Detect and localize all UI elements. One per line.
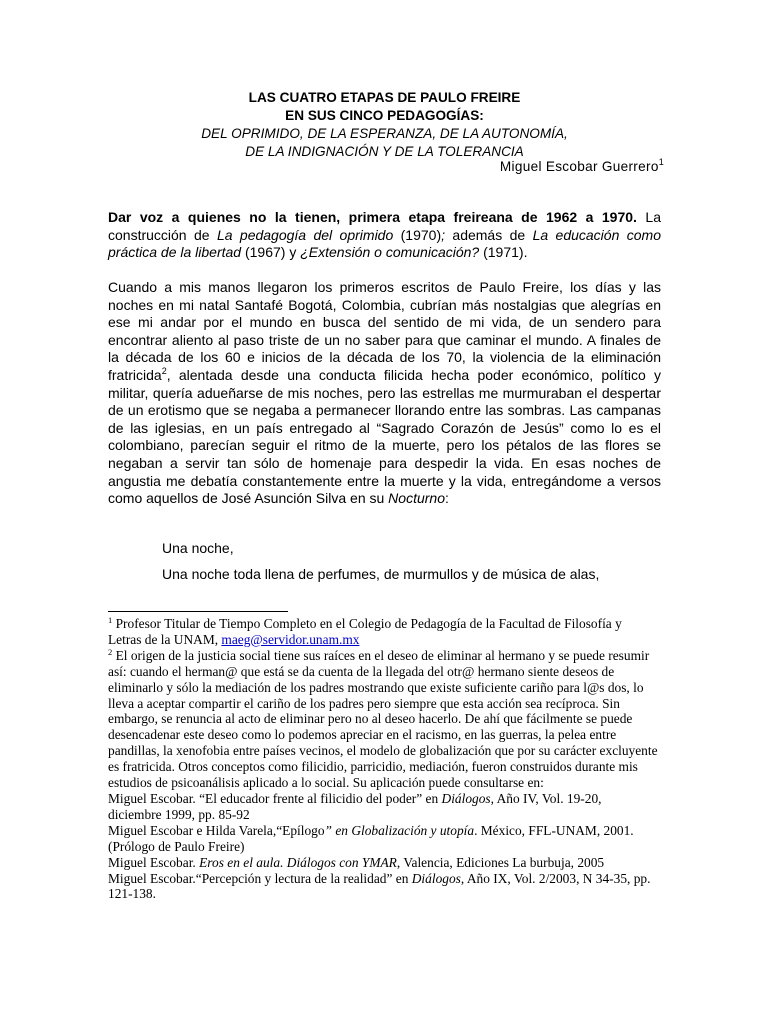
title-line-2: EN SUS CINCO PEDAGOGÍAS:	[285, 108, 484, 123]
reference-4	[108, 871, 658, 903]
title-line-1: LAS CUATRO ETAPAS DE PAULO FREIRE	[248, 90, 521, 105]
footnote-1	[108, 616, 658, 648]
intro-text: (1967) y	[241, 244, 301, 261]
footnote-marker: 2	[108, 646, 113, 657]
author-byline	[500, 157, 664, 174]
book-title: ¿Extensión o comunicación?	[300, 244, 480, 261]
reference-source: Diálogos	[441, 790, 491, 806]
reference-source: Eros en el aula. Diálogos con YMAR	[199, 854, 397, 870]
reference-source: Diálogos	[411, 870, 461, 886]
reference-source: ” en Globalización y utopía	[324, 822, 475, 838]
reference-text: , Año IX, Vol. 2/2003, N 34-35, pp. 121-138.	[108, 870, 651, 902]
intro-text: La construcción de	[108, 209, 661, 243]
intro-paragraph	[108, 209, 661, 262]
document-title	[108, 89, 661, 125]
intro-text: ;	[441, 226, 453, 243]
book-title: La educación como práctica de la libertad	[108, 226, 661, 261]
footnotes	[108, 616, 658, 902]
footnote-text: El origen de la justicia social tiene sus raíces en el deseo de eliminar al hermano y se puede resumir así: cuando el herman@ que está se da cuenta de la llegada del otr@ hermano siente deseos de eliminarlo y sólo la mediación de los padres mostrando que existe suficiente cariño para l@s dos, lo lleva a aceptar compartir el cariño de los padres pero siempre que esta acción sea recíproca. Sin embargo, se renuncia al acto de eliminar pero no al deseo hacerlo. De ahí que fácilmente se puede desencadenar este deseo como lo podemos apreciar en el racismo, en las guerras, la pelea entre pandillas, la xenofobia entre países vecinos, el modelo de globalización que por su carácter excluyente es fratricida. Otros conceptos como filicidio, parricidio, mediación, fueron construidos durante mis estudios de psicoanálisis aplicado a lo social. Su aplicación puede consultarse en:	[108, 647, 658, 791]
intro-text: (1971).	[479, 244, 528, 261]
footnote-ref-1[interactable]: 1	[658, 157, 664, 167]
poem-title: Nocturno	[388, 490, 445, 507]
author-name: Miguel Escobar Guerrero	[499, 159, 659, 174]
section-heading: Dar voz a quienes no la tienen, primera etapa freireana de 1962 a 1970.	[108, 209, 637, 225]
footnote-separator	[108, 611, 288, 612]
subtitle-line-1: DEL OPRIMIDO, DE LA ESPERANZA, DE LA AUTONOMÍA,	[201, 126, 568, 141]
body-paragraph	[108, 279, 661, 508]
poem-line-1: Una noche,	[162, 540, 234, 556]
footnote-marker: 1	[108, 615, 113, 625]
reference-2	[108, 823, 658, 855]
email-link[interactable]: maeg@servidor.unam.mx	[221, 631, 360, 647]
intro-text: además de	[452, 226, 533, 243]
poem-line-2: Una noche toda llena de perfumes, de murmullos y de música de alas,	[162, 566, 600, 582]
reference-3	[108, 855, 658, 871]
reference-text: Miguel Escobar. “El educador frente al filicidio del poder” en	[108, 790, 442, 806]
footnote-text: Profesor Titular de Tiempo Completo en el Colegio de Pedagogía de la Facultad de Filosofía y Letras de la UNAM,	[108, 616, 622, 647]
document-subtitle	[108, 125, 661, 161]
reference-text: Miguel Escobar.	[108, 854, 200, 870]
intro-text: (1970)	[393, 226, 442, 243]
body-text: :	[444, 490, 449, 507]
reference-text: , Valencia, Ediciones La burbuja, 2005	[396, 854, 605, 870]
subtitle-line-2: DE LA INDIGNACIÓN Y DE LA TOLERANCIA	[245, 144, 524, 159]
footnote-2	[108, 648, 658, 791]
reference-text: . México, FFL-UNAM, 2001. (Prólogo de Paulo Freire)	[108, 822, 634, 854]
book-title: La pedagogía del oprimido	[216, 226, 394, 243]
footnote-ref-2[interactable]: 2	[161, 365, 167, 376]
reference-text: Miguel Escobar e Hilda Varela,“Epílogo	[108, 822, 325, 838]
reference-text: , Año IV, Vol. 19-20, diciembre 1999, pp. 85-92	[108, 790, 602, 822]
body-text: Cuando a mis manos llegaron los primeros escritos de Paulo Freire, los días y las noches en mi natal Santafé Bogotá, Colombia, cubrían más nostalgias que alegrías en ese mi andar por el mundo en busca del sentido de mi vida, de un sendero para encontrar aliento al paso triste de un no saber para que caminar el mundo. A finales de la década de los 60 e inicios de la década de los 70, la violencia de la eliminación fratricida	[108, 279, 661, 383]
reference-text: Miguel Escobar.“Percepción y lectura de la realidad” en	[108, 870, 412, 886]
body-text: , alentada desde una conducta filicida hecha poder económico, político y militar, quería adueñarse de mis noches, pero las estrellas me murmuraban el despertar de un erotismo que se negaba a permanecer llorando entre las sombras. Las campanas de las iglesias, en un país entregado al “Sagrado Corazón de Jesús” como lo es el colombiano, parecían seguir el ritmo de la muerte, pero los pétalos de las flores se negaban a servir tan sólo de homenaje para despedir la vida. En esas noches de angustia me debatía constantemente entre la muerte y la vida, entregándome a versos como aquellos de José Asunción Silva en su	[108, 366, 661, 507]
reference-1	[108, 791, 658, 823]
